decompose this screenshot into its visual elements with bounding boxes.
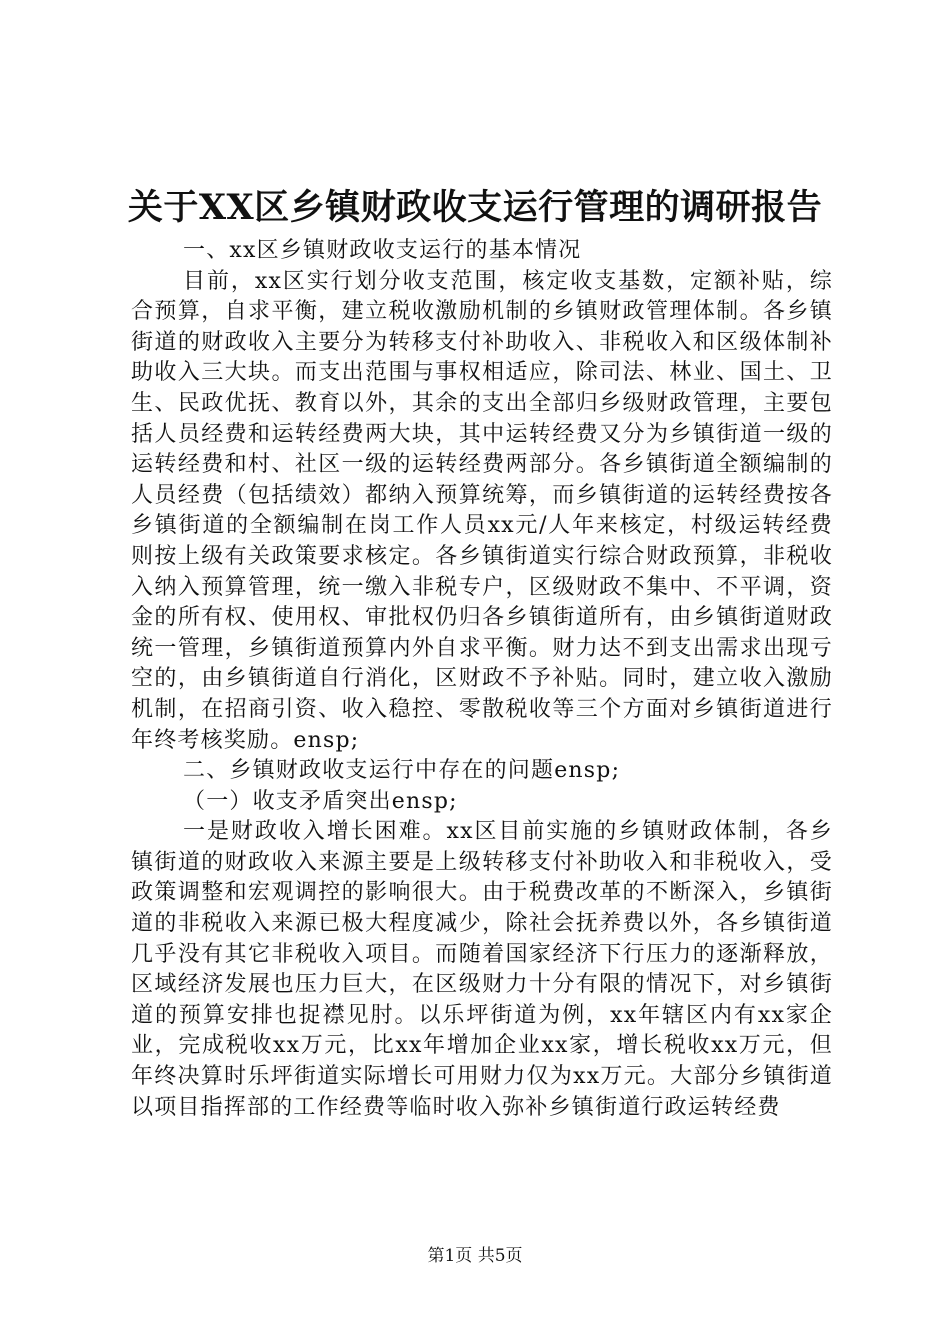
document-body: [131, 236, 833, 1123]
section-heading-basic-situation: 一、xx区乡镇财政收支运行的基本情况: [183, 238, 582, 263]
document-title: 关于XX区乡镇财政收支运行管理的调研报告: [127, 187, 823, 228]
subsection-heading: （一）收支矛盾突出ensp;: [183, 788, 458, 814]
body-paragraph: 一是财政收入增长困难。xx区目前实施的乡镇财政体制，各乡镇街道的财政收入来源主要是上级转移支付补助收入和非税收入，受政策调整和宏观调控的影响很大。由于税费改革的不断深入，乡镇街道的非税收入来源已极大程度减少，除社会抚养费以外，各乡镇街道几乎没有其它非税收入项目。而随着国家经济下行压力的逐渐释放，区域经济发展也压力巨大，在区级财力十分有限的情况下，对乡镇街道的预算安排也捉襟见肘。以乐坪街道为例，xx年辖区内有xx家企业，完成税收xx万元，比xx年增加企业xx家，增长税收xx万元，但年终决算时乐坪街道实际增长可用财力仅为xx万元。大部分乡镇街道以项目指挥部的工作经费等临时收入弥补乡镇街道行政运转经费: [131, 819, 833, 1120]
body-paragraph: 目前，xx区实行划分收支范围，核定收支基数，定额补贴，综合预算，自求平衡，建立税收激励机制的乡镇财政管理体制。各乡镇街道的财政收入主要分为转移支付补助收入、非税收入和区级体制补助收入三大块。而支出范围与事权相适应，除司法、林业、国土、卫生、民政优抚、教育以外，其余的支出全部归乡级财政管理，主要包括人员经费和运转经费两大块，其中运转经费又分为乡镇街道一级的运转经费和村、社区一级的运转经费两部分。各乡镇街道全额编制的人员经费（包括绩效）都纳入预算统筹，而乡镇街道的运转经费按各乡镇街道的全额编制在岗工作人员xx元/人年来核定，村级运转经费则按上级有关政策要求核定。各乡镇街道实行综合财政预算，非税收入纳入预算管理，统一缴入非税专户，区级财政不集中、不平调，资金的所有权、使用权、审批权仍归各乡镇街道所有，由乡镇街道财政统一管理，乡镇街道预算内外自求平衡。财力达不到支出需求出现亏空的，由乡镇街道自行消化，区财政不予补贴。同时，建立收入激励机制，在招商引资、收入稳控、零散税收等三个方面对乡镇街道进行年终考核奖励。ensp;: [131, 268, 833, 753]
page-number-footer: 第1页 共5页: [427, 1246, 523, 1266]
section-heading-problems: 二、乡镇财政收支运行中存在的问题ensp;: [183, 758, 621, 784]
